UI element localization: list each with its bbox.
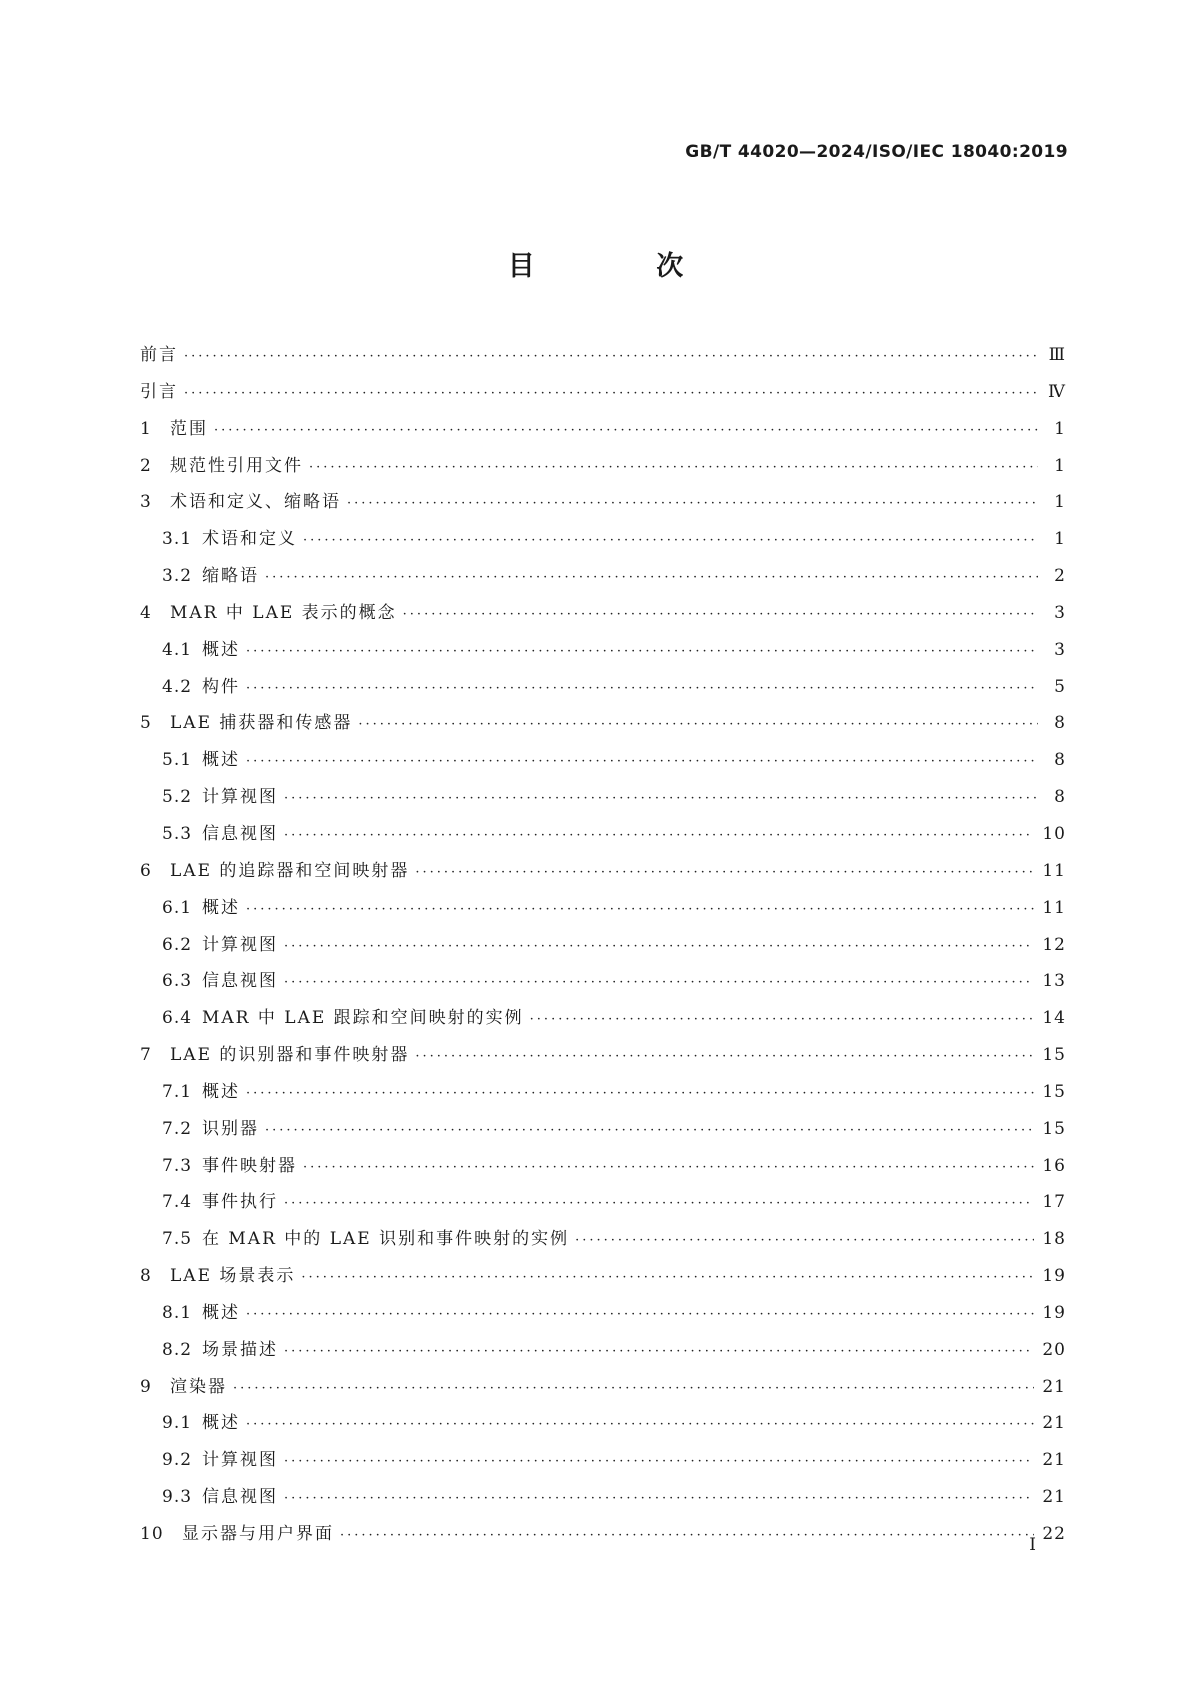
toc-entry-number: 10 (140, 1524, 164, 1544)
toc-entry-number: 7.3 (162, 1155, 193, 1176)
toc-entry[interactable] (140, 561, 1066, 598)
toc-entry-number: 3.2 (162, 566, 193, 587)
toc-dot-leader (246, 754, 1038, 769)
toc-entry[interactable] (140, 451, 1066, 488)
toc-entry[interactable] (140, 1261, 1066, 1298)
toc-entry-page: 13 (1042, 971, 1066, 992)
toc-entry-number: 4.2 (162, 676, 193, 697)
toc-dot-leader (284, 939, 1034, 954)
toc-entry-page: 17 (1042, 1192, 1066, 1213)
toc-entry-number: 6.1 (162, 897, 193, 918)
toc-entry[interactable] (140, 1114, 1066, 1151)
toc-entry-page: 2 (1054, 566, 1066, 587)
toc-entry-page: 3 (1054, 602, 1066, 623)
page-title: 目 次 (507, 251, 740, 282)
toc-dot-leader (184, 349, 1038, 364)
toc-entry-page: 15 (1042, 1045, 1066, 1066)
toc-dot-leader (303, 1160, 1034, 1175)
toc-entry-page: Ⅳ (1048, 381, 1066, 402)
toc-entry[interactable] (140, 1335, 1066, 1372)
toc-entry-page: 16 (1042, 1155, 1066, 1176)
toc-entry[interactable] (140, 1187, 1066, 1224)
toc-entry[interactable] (140, 819, 1066, 856)
toc-entry-page: 21 (1042, 1376, 1066, 1397)
toc-entry-label: 识别器 (202, 1118, 259, 1139)
toc-entry-label: 信息视图 (202, 971, 278, 992)
toc-entry-page: 1 (1054, 529, 1066, 550)
toc-dot-leader (246, 1307, 1034, 1322)
toc-entry[interactable] (140, 414, 1066, 451)
toc-entry[interactable] (140, 1445, 1066, 1482)
toc-entry-number: 5 (140, 713, 152, 734)
toc-entry-page: 14 (1042, 1008, 1066, 1029)
toc-entry-page: 15 (1042, 1118, 1066, 1139)
toc-entry-label: 概述 (202, 1302, 240, 1323)
toc-dot-leader (284, 828, 1034, 843)
toc-dot-leader (265, 1123, 1034, 1138)
toc-entry[interactable] (140, 487, 1066, 524)
toc-entry-label: MAR 中 LAE 表示的概念 (170, 602, 397, 623)
toc-entry-page: 11 (1042, 860, 1066, 881)
toc-dot-leader (246, 644, 1038, 659)
toc-entry-page: Ⅲ (1048, 345, 1066, 365)
toc-dot-leader (184, 386, 1038, 401)
toc-entry-label: 引言 (140, 381, 178, 402)
toc-entry-label: 术语和定义、缩略语 (170, 492, 341, 513)
toc-entry[interactable] (140, 930, 1066, 967)
toc-dot-leader (340, 1528, 1034, 1543)
toc-entry-label: 渲染器 (170, 1376, 227, 1397)
toc-entry-number: 2 (140, 455, 152, 476)
toc-entry[interactable] (140, 635, 1066, 672)
toc-dot-leader (246, 681, 1038, 696)
toc-list (140, 340, 1066, 1556)
toc-entry-page: 21 (1042, 1487, 1066, 1508)
toc-entry-page: 21 (1042, 1450, 1066, 1471)
toc-entry-number: 8 (140, 1266, 152, 1287)
toc-entry-number: 4.1 (162, 639, 193, 660)
toc-entry[interactable] (140, 598, 1066, 635)
toc-entry-label: 缩略语 (202, 566, 259, 587)
toc-dot-leader (246, 1417, 1034, 1432)
toc-entry-label: 在 MAR 中的 LAE 识别和事件映射的实例 (202, 1229, 570, 1250)
toc-entry[interactable] (140, 1224, 1066, 1261)
toc-entry-page: 1 (1054, 455, 1066, 476)
toc-entry-number: 9.1 (162, 1413, 193, 1434)
toc-dot-leader (265, 570, 1038, 585)
toc-dot-leader (233, 1381, 1034, 1396)
toc-entry-label: LAE 的追踪器和空间映射器 (170, 860, 410, 881)
toc-dot-leader (214, 423, 1038, 438)
toc-entry[interactable] (140, 1372, 1066, 1409)
toc-dot-leader (284, 791, 1038, 806)
toc-entry[interactable] (140, 672, 1066, 709)
toc-dot-leader (284, 975, 1034, 990)
toc-entry-label: 术语和定义 (202, 529, 297, 550)
toc-entry[interactable] (140, 524, 1066, 561)
toc-entry-page: 22 (1042, 1524, 1066, 1544)
toc-entry-number: 6.4 (162, 1008, 193, 1029)
toc-entry-number: 6.3 (162, 971, 193, 992)
toc-entry[interactable] (140, 856, 1066, 893)
toc-entry-number: 7.2 (162, 1118, 193, 1139)
toc-entry-label: 概述 (202, 897, 240, 918)
toc-entry-label: 显示器与用户界面 (182, 1524, 334, 1544)
toc-dot-leader (403, 607, 1038, 622)
toc-entry-page: 18 (1042, 1229, 1066, 1250)
toc-entry-page: 8 (1054, 750, 1066, 771)
toc-entry-number: 1 (140, 418, 152, 439)
toc-dot-leader (358, 717, 1038, 732)
toc-entry-page: 10 (1042, 823, 1066, 844)
toc-entry-label: 计算视图 (202, 934, 278, 955)
toc-entry-label: LAE 捕获器和传感器 (170, 713, 353, 734)
toc-entry-label: 计算视图 (202, 1450, 278, 1471)
toc-entry-number: 8.1 (162, 1302, 193, 1323)
toc-entry[interactable] (140, 1482, 1066, 1519)
toc-dot-leader (301, 1270, 1034, 1285)
toc-entry-label: 信息视图 (202, 1487, 278, 1508)
toc-entry-number: 5.3 (162, 823, 193, 844)
toc-entry[interactable] (140, 782, 1066, 819)
toc-dot-leader (309, 460, 1038, 475)
toc-dot-leader (530, 1012, 1035, 1027)
toc-entry-label: 概述 (202, 1413, 240, 1434)
toc-entry-label: 规范性引用文件 (170, 455, 303, 476)
toc-dot-leader (284, 1491, 1034, 1506)
toc-entry-number: 9.2 (162, 1450, 193, 1471)
toc-dot-leader (246, 902, 1034, 917)
toc-entry-label: 前言 (140, 345, 178, 365)
toc-entry-page: 8 (1054, 787, 1066, 808)
toc-entry[interactable] (140, 708, 1066, 745)
toc-entry-label: MAR 中 LAE 跟踪和空间映射的实例 (202, 1008, 524, 1029)
toc-entry[interactable] (140, 1298, 1066, 1335)
toc-entry-page: 19 (1042, 1266, 1066, 1287)
toc-entry-number: 4 (140, 602, 152, 623)
toc-entry-label: 信息视图 (202, 823, 278, 844)
toc-entry-number: 8.2 (162, 1339, 193, 1360)
toc-entry-page: 1 (1054, 418, 1066, 439)
toc-entry[interactable] (140, 1077, 1066, 1114)
toc-dot-leader (415, 865, 1034, 880)
toc-entry[interactable] (140, 1519, 1066, 1556)
toc-dot-leader (284, 1454, 1034, 1469)
toc-entry-page: 8 (1054, 713, 1066, 734)
toc-entry-page: 11 (1042, 897, 1066, 918)
toc-entry-number: 5.1 (162, 750, 193, 771)
toc-entry-page: 21 (1042, 1413, 1066, 1434)
toc-entry-number: 7.5 (162, 1229, 193, 1250)
toc-entry-label: 事件映射器 (202, 1155, 297, 1176)
toc-dot-leader (303, 533, 1038, 548)
toc-entry-number: 7.1 (162, 1081, 193, 1102)
toc-entry-label: 事件执行 (202, 1192, 278, 1213)
toc-entry-page: 19 (1042, 1302, 1066, 1323)
standard-code: GB/T 44020—2024/ISO/IEC 18040:2019 (685, 142, 1068, 162)
toc-entry-page: 15 (1042, 1081, 1066, 1102)
toc-dot-leader (415, 1049, 1034, 1064)
toc-entry-page: 3 (1054, 639, 1066, 660)
toc-entry[interactable] (140, 340, 1066, 377)
toc-dot-leader (284, 1196, 1034, 1211)
toc-entry-page: 5 (1054, 676, 1066, 697)
toc-entry[interactable] (140, 1040, 1066, 1077)
toc-entry[interactable] (140, 377, 1066, 414)
toc-entry-page: 20 (1042, 1339, 1066, 1360)
toc-dot-leader (347, 496, 1038, 511)
page-number: Ⅰ (1029, 1535, 1036, 1555)
toc-entry-label: 范围 (170, 418, 208, 439)
toc-entry-label: LAE 场景表示 (170, 1266, 296, 1287)
toc-entry-label: 计算视图 (202, 787, 278, 808)
toc-entry-number: 3 (140, 492, 152, 513)
toc-entry-label: 场景描述 (202, 1339, 278, 1360)
toc-entry-page: 1 (1054, 492, 1066, 513)
toc-entry-number: 6.2 (162, 934, 193, 955)
toc-entry[interactable] (140, 966, 1066, 1003)
toc-entry-number: 6 (140, 860, 152, 881)
toc-entry-page: 12 (1042, 934, 1066, 955)
toc-entry-label: LAE 的识别器和事件映射器 (170, 1045, 410, 1066)
toc-entry[interactable] (140, 893, 1066, 930)
toc-entry[interactable] (140, 745, 1066, 782)
toc-entry-label: 概述 (202, 1081, 240, 1102)
toc-entry-number: 7.4 (162, 1192, 193, 1213)
toc-entry[interactable] (140, 1408, 1066, 1445)
toc-entry-number: 9 (140, 1376, 152, 1397)
toc-dot-leader (284, 1344, 1034, 1359)
toc-entry-number: 9.3 (162, 1487, 193, 1508)
toc-entry-number: 7 (140, 1045, 152, 1066)
toc-entry[interactable] (140, 1151, 1066, 1188)
toc-entry-label: 概述 (202, 639, 240, 660)
toc-entry-label: 概述 (202, 750, 240, 771)
toc-entry[interactable] (140, 1003, 1066, 1040)
toc-entry-number: 5.2 (162, 787, 193, 808)
toc-dot-leader (246, 1086, 1034, 1101)
toc-entry-label: 构件 (202, 676, 240, 697)
toc-dot-leader (575, 1233, 1034, 1248)
toc-entry-number: 3.1 (162, 529, 193, 550)
